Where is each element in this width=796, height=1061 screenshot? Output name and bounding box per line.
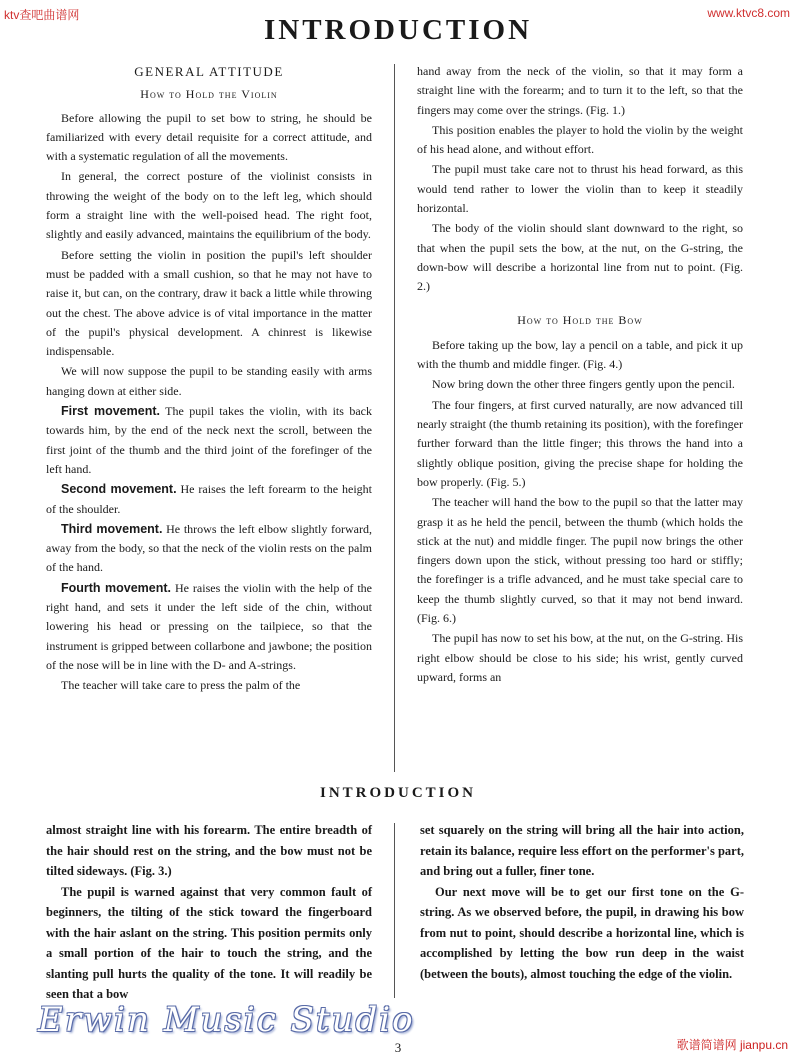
movement-label: Fourth movement. xyxy=(61,580,171,595)
paragraph: We will now suppose the pupil to be standing easily with arms hanging down at either side. xyxy=(46,364,372,398)
movement-paragraph xyxy=(46,402,372,479)
paragraph: In general, the correct posture of the violinist consists in throwing the weight of the body on to the left leg, which should form a straight line with the well-poised head. The right foot, slightly and easily advanced, maintains the equilibrium of the body. xyxy=(46,169,372,242)
paragraph: The body of the violin should slant downward to the right, so that when the pupil sets the bow, at the nut, on the G-string, the down-bow will describe a horizontal line from nut to point. (Fig. 2.) xyxy=(417,221,743,294)
lower-left-column xyxy=(46,820,372,1005)
lower-right-column xyxy=(420,820,744,984)
page-title: INTRODUCTION xyxy=(263,14,533,46)
column-divider xyxy=(394,64,395,772)
watermark-top-left: ktv查吧曲谱网 xyxy=(4,8,80,22)
paragraph: The teacher will hand the bow to the pupil so that the latter may grasp it as he held the pencil, between the thumb (which holds the stick at the nut) and middle finger. The pupil now brings the other fingers down upon the stick, without pressing too hard or stiffly; the forefinger is a trifle advanced, and he must take special care to keep the thumb slightly curved, so that it may not bend inward. (Fig. 6.) xyxy=(417,495,743,626)
right-column xyxy=(417,62,743,688)
watermark-bottom-right: 歌谱简谱网 jianpu.cn xyxy=(676,1038,788,1052)
movement-label: First movement. xyxy=(61,404,160,419)
movement-label: Second movement. xyxy=(61,482,177,497)
movement-text: The pupil takes the violin, with its back towards him, by the end of the neck next the scroll, between the first joint of the thumb and the third joint of the forefinger of the left hand. xyxy=(46,404,372,476)
movement-paragraph xyxy=(46,579,372,675)
watermark-top-right: www.ktvc8.com xyxy=(707,6,790,20)
paragraph: The four fingers, at first curved naturally, are now advanced till nearly straight (the thumb retaining its position), with the forefinger further forward than the little finger; this throws the hand into a slightly oblique position, giving the precise shape for holding the bow properly. (Fig. 5.) xyxy=(417,397,743,489)
movement-paragraph xyxy=(46,520,372,578)
left-column xyxy=(46,62,372,697)
movement-text: He raises the violin with the help of the right hand, and sets it under the left side of the chin, without lowering his head or pressing on the tailpiece, so that the instrument is gripped between collarbone and jawbone; the position of the nose will be in line with the D- and A-strings. xyxy=(46,580,372,672)
paragraph: set squarely on the string will bring all the hair into action, retain its balance, require less effort on the performer's part, and bring out a fuller, finer tone. xyxy=(420,823,744,878)
movement-paragraph xyxy=(46,480,372,519)
paragraph: The pupil must take care not to thrust his head forward, as this would tend rather to lower the violin than to keep it steadily horizontal. xyxy=(417,162,743,216)
paragraph: The pupil is warned against that very common fault of beginners, the tilting of the stick toward the fingerboard with the hair aslant on the string. This position permits only a small portion of the hair to touch the string, and the slanting pull hurts the quality of the tone. It will readily be seen that a bow xyxy=(46,884,372,1001)
paragraph: hand away from the neck of the violin, so that it may form a straight line with the forearm; and to turn it to the left, so that the fingers may come over the strings. (Fig. 1.) xyxy=(417,64,743,117)
section-subheading: How to Hold the Bow xyxy=(517,312,643,327)
movement-label: Third movement. xyxy=(61,521,163,536)
studio-signature: Erwin Music Studio xyxy=(38,1000,415,1040)
paragraph: Now bring down the other three fingers gently upon the pencil. xyxy=(432,377,735,392)
section-heading: GENERAL ATTITUDE xyxy=(134,64,284,79)
section-title: INTRODUCTION xyxy=(319,785,476,801)
column-divider xyxy=(394,823,395,998)
paragraph: Before allowing the pupil to set bow to string, he should be familiarized with every detail requisite for a correct attitude, and with a systematic regulation of all the movements. xyxy=(46,110,372,164)
movement-text: He throws the left elbow slightly forward, away from the body, so that the neck of the violin rests on the palm of the hand. xyxy=(46,521,373,575)
page-number: 3 xyxy=(394,1040,402,1055)
paragraph: The pupil has now to set his bow, at the nut, on the G-string. His right elbow should be close to his side; his wrist, gently curved upward, forms an xyxy=(417,631,743,684)
paragraph: Our next move will be to get our first tone on the G-string. As we observed before, the pupil, in drawing his bow from nut to point, should describe a horizontal line, which is accomplished by letting the bow run deep in the waist (between the bouts), almost touching the edge of the violin. xyxy=(420,884,744,981)
paragraph: The teacher will take care to press the palm of the xyxy=(61,678,301,693)
movement-text: He raises the left forearm to the height of the shoulder. xyxy=(46,482,372,516)
paragraph: Before setting the violin in position the pupil's left shoulder must be padded with a small cushion, so that he may not have to raise it, but can, on the contrary, draw it back a little while throwing out the chest. The above advice is of vital importance in the matter of the pupil's physical development. A chinrest is likewise indispensable. xyxy=(46,247,372,359)
paragraph: almost straight line with his forearm. The entire breadth of the hair should rest on the string, and the bow must not be tilted sideways. (Fig. 3.) xyxy=(46,823,372,878)
paragraph: This position enables the player to hold the violin by the weight of his head alone, and without effort. xyxy=(417,122,743,157)
section-subheading: How to Hold the Violin xyxy=(140,87,278,102)
paragraph: Before taking up the bow, lay a pencil on a table, and pick it up with the thumb and middle finger. (Fig. 4.) xyxy=(417,337,743,372)
